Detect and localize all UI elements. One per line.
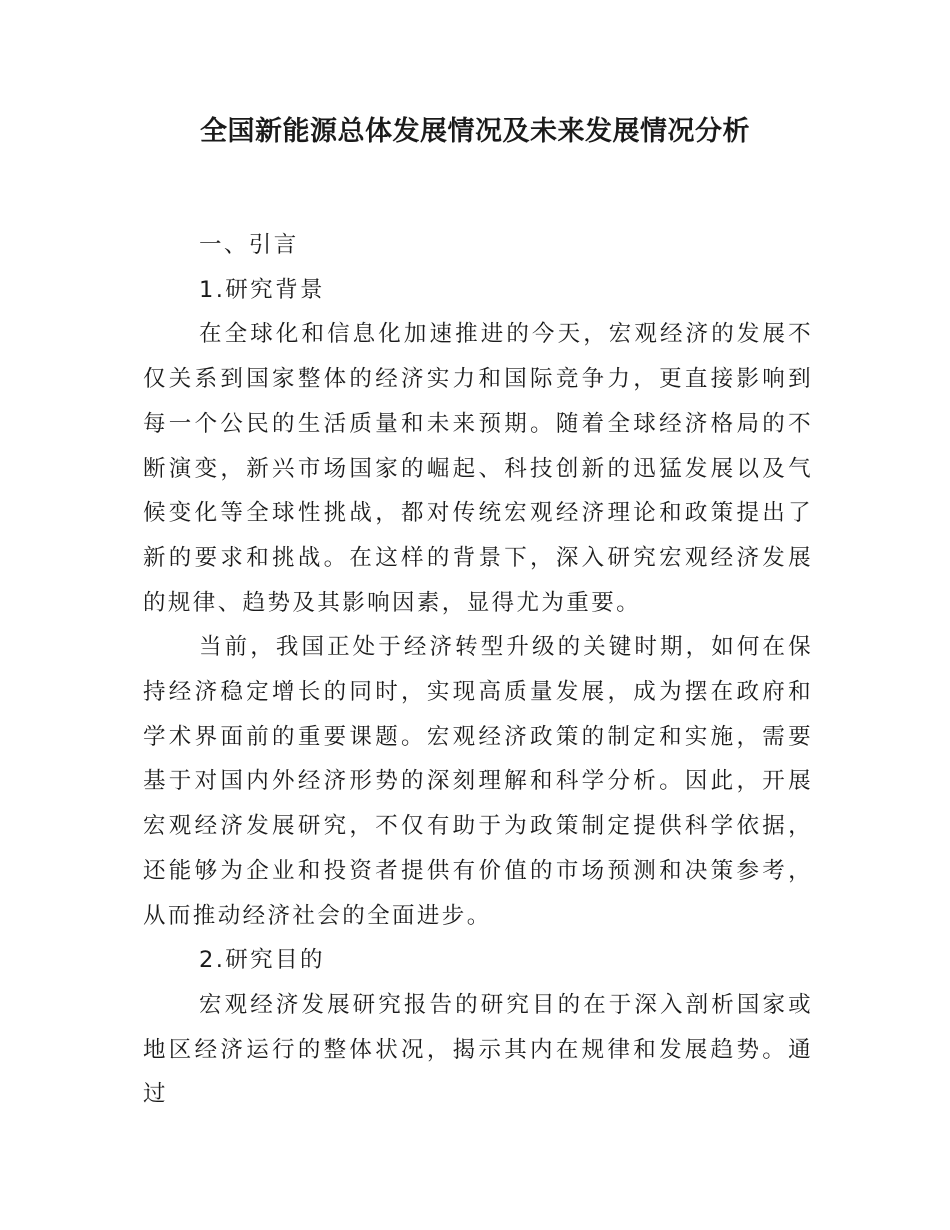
- subsection-heading-background: 1.研究背景: [199, 276, 325, 303]
- document-title: 全国新能源总体发展情况及未来发展情况分析: [200, 116, 750, 147]
- paragraph-purpose: 宏观经济发展研究报告的研究目的在于深入剖析国家或地区经济运行的整体状况，揭示其内在规律和发展趋势。通过: [143, 991, 813, 1108]
- subsection-heading-purpose: 2.研究目的: [199, 947, 325, 974]
- paragraph-background-1: 在全球化和信息化加速推进的今天，宏观经济的发展不仅关系到国家整体的经济实力和国际竞争力，更直接影响到每一个公民的生活质量和未来预期。随着全球经济格局的不断演变，新兴市场国家的崛起、科技创新的迅猛发展以及气候变化等全球性挑战，都对传统宏观经济理论和政策提出了新的要求和挑战。在这样的背景下，深入研究宏观经济发展的规律、趋势及其影响因素，显得尤为重要。: [143, 321, 813, 616]
- section-heading-introduction: 一、引言: [199, 232, 299, 258]
- document-body: [143, 223, 813, 1117]
- paragraph-background-2: 当前，我国正处于经济转型升级的关键时期，如何在保持经济稳定增长的同时，实现高质量发展，成为摆在政府和学术界面前的重要课题。宏观经济政策的制定和实施，需要基于对国内外经济形势的深刻理解和科学分析。因此，开展宏观经济发展研究，不仅有助于为政策制定提供科学依据，还能够为企业和投资者提供有价值的市场预测和决策参考，从而推动经济社会的全面进步。: [143, 634, 813, 929]
